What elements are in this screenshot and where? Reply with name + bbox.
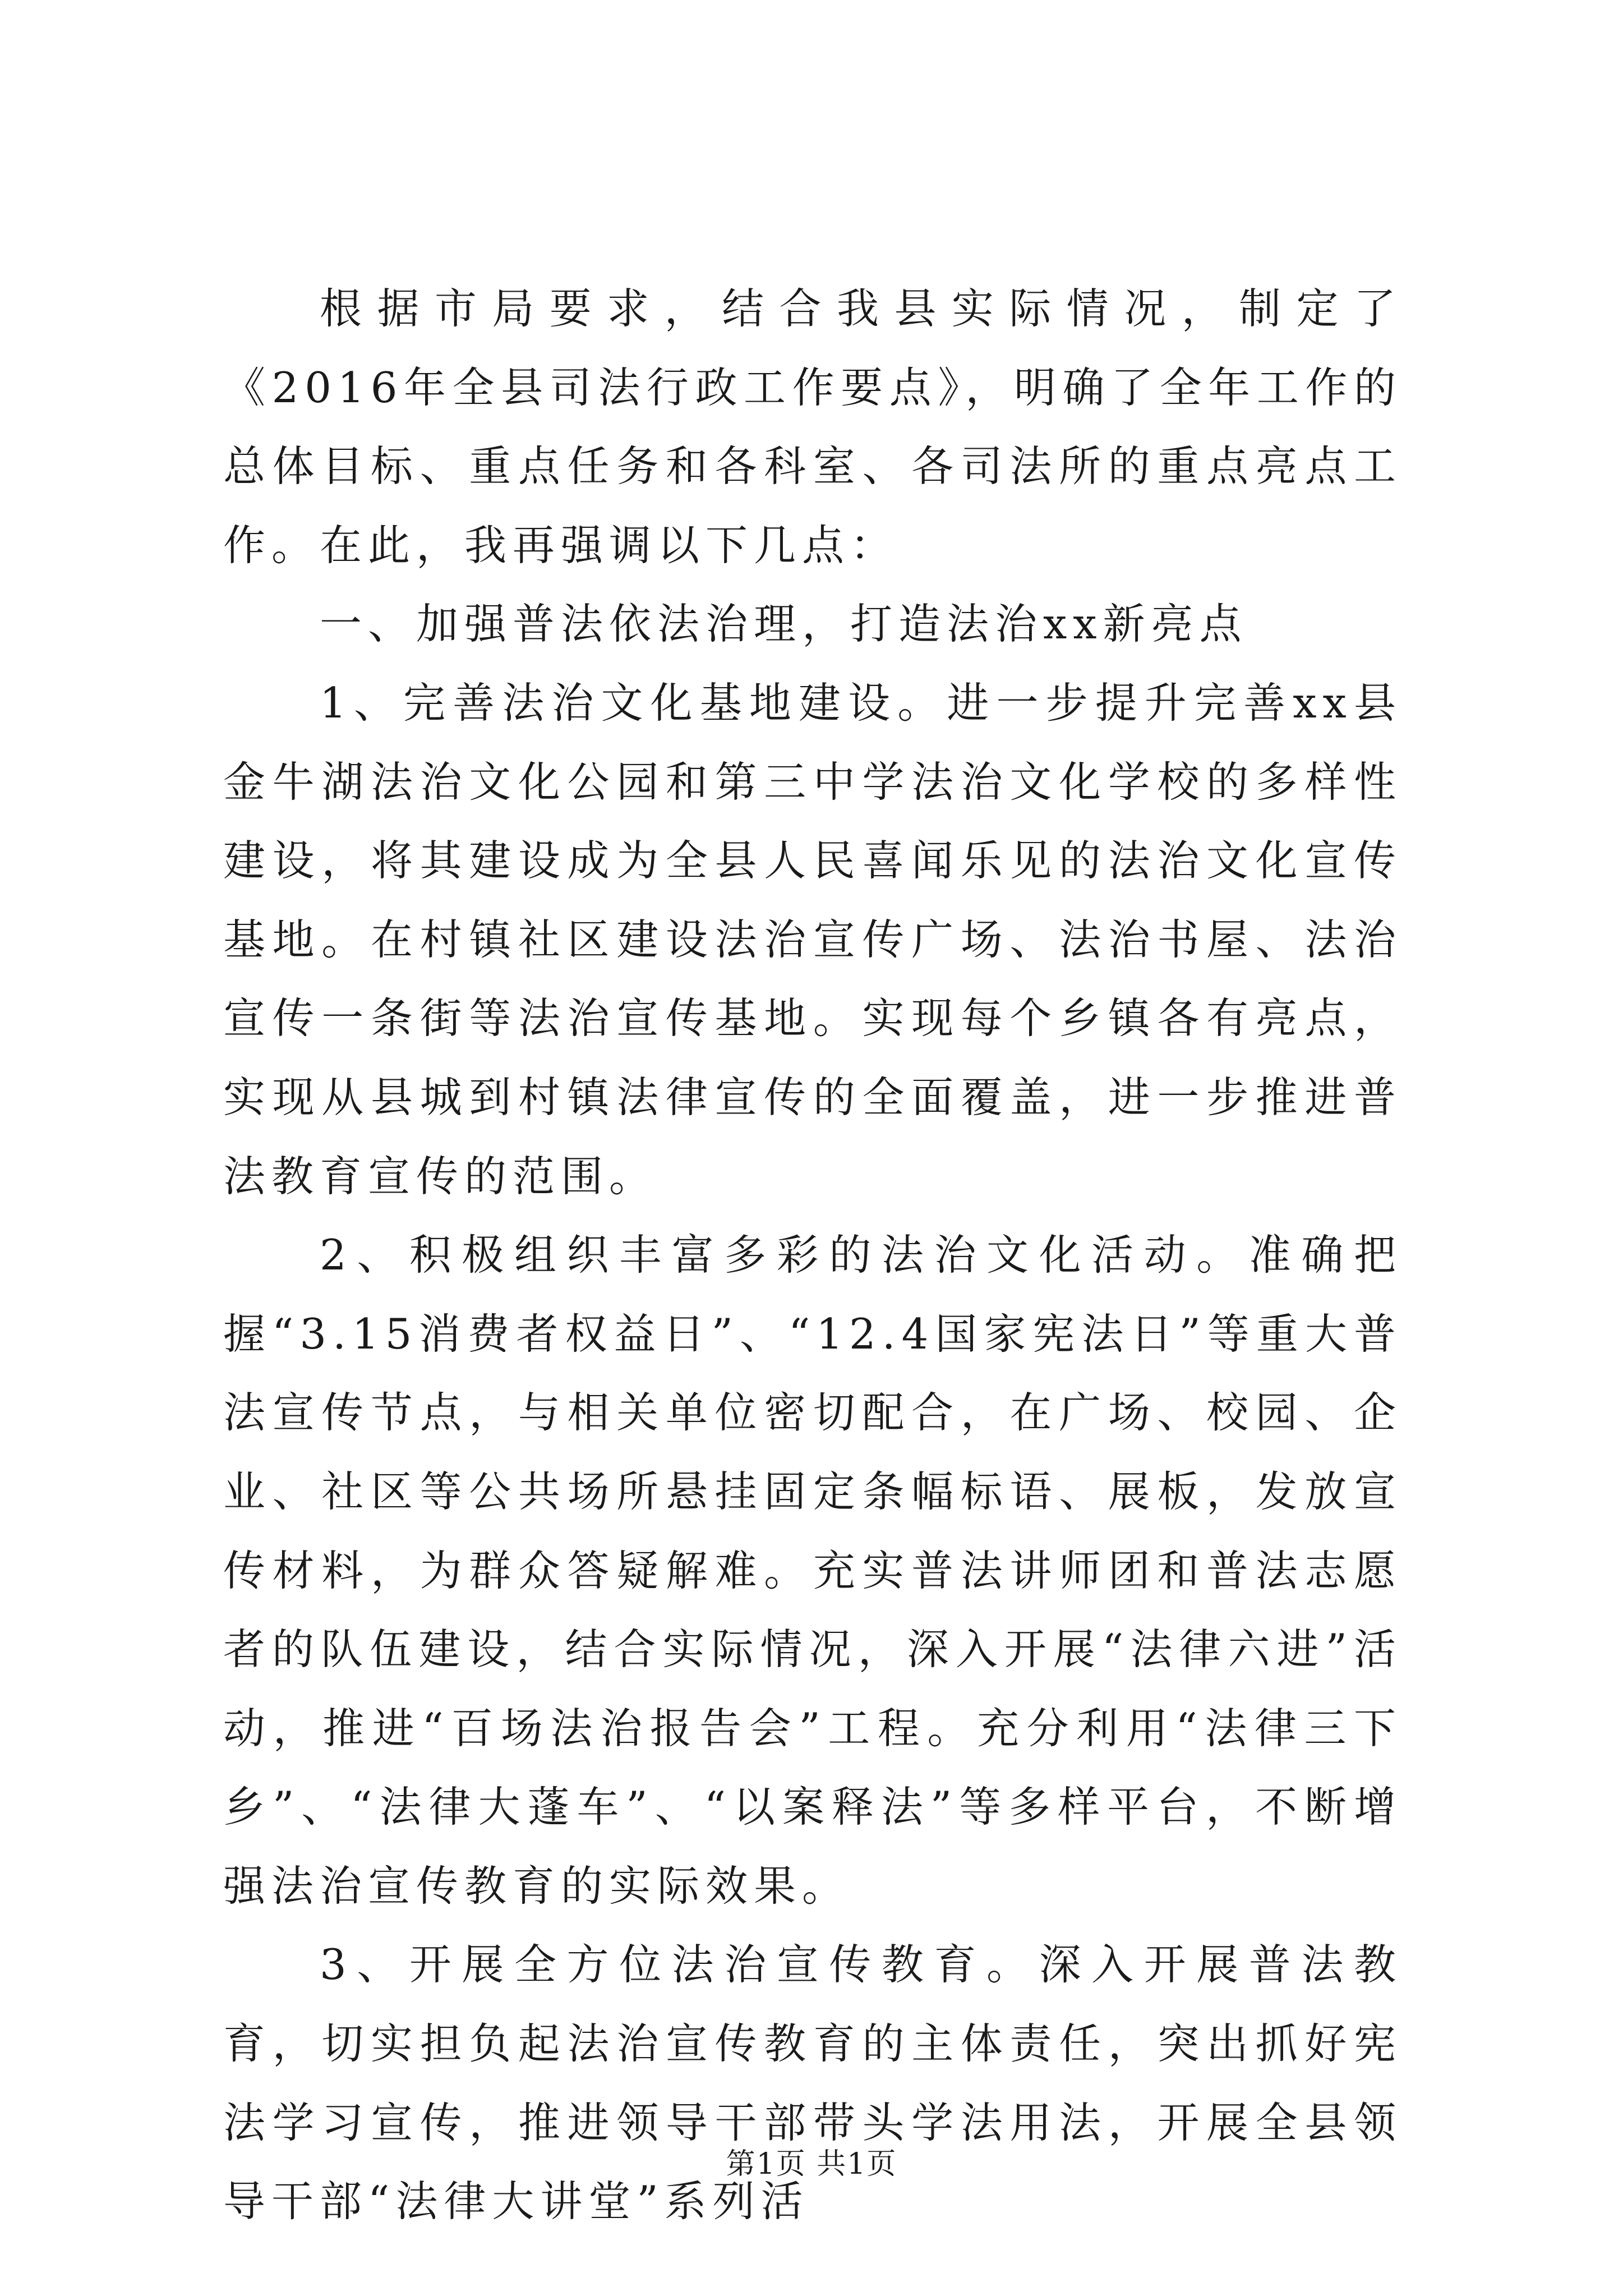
paragraph-intro: 根据市局要求，结合我县实际情况，制定了《2016年全县司法行政工作要点》，明确了全年工作的总体目标、重点任务和各科室、各司法所的重点亮点工作。在此，我再强调以下几点： [223,284,1402,570]
paragraph-item-2: 2、积极组织丰富多彩的法治文化活动。准确把握“3.15消费者权益日”、“12.4国家宪法日”等重大普法宣传节点，与相关单位密切配合，在广场、校园、企业、社区等公共场所悬挂固定条幅标语、展板，发放宣传材料，为群众答疑解难。充实普法讲师团和普法志愿者的队伍建设，结合实际情况，深入开展“法律六进”活动，推进“百场法治报告会”工程。充分利用“法律三下乡”、“法律大蓬车”、“以案释法”等多样平台，不断增强法治宣传教育的实际效果。 [223,1230,1402,1911]
paragraph-item-3: 3、开展全方位法治宣传教育。深入开展普法教育，切实担负起法治宣传教育的主体责任，突出抓好宪法学习宣传，推进领导干部带头学法用法，开展全县领导干部“法律大讲堂”系列活 [223,1940,1402,2226]
document-body [223,269,1402,2241]
section-heading-1: 一、加强普法依法治理，打造法治xx新亮点 [320,599,1248,649]
page-footer: 第1页 共1页 [726,2147,897,2181]
paragraph-item-1: 1、完善法治文化基地建设。进一步提升完善xx县金牛湖法治文化公园和第三中学法治文化学校的多样性建设，将其建设成为全县人民喜闻乐见的法治文化宣传基地。在村镇社区建设法治宣传广场、法治书屋、法治宣传一条街等法治宣传基地。实现每个乡镇各有亮点，实现从县城到村镇法律宣传的全面覆盖，进一步推进普法教育宣传的范围。 [223,678,1402,1201]
